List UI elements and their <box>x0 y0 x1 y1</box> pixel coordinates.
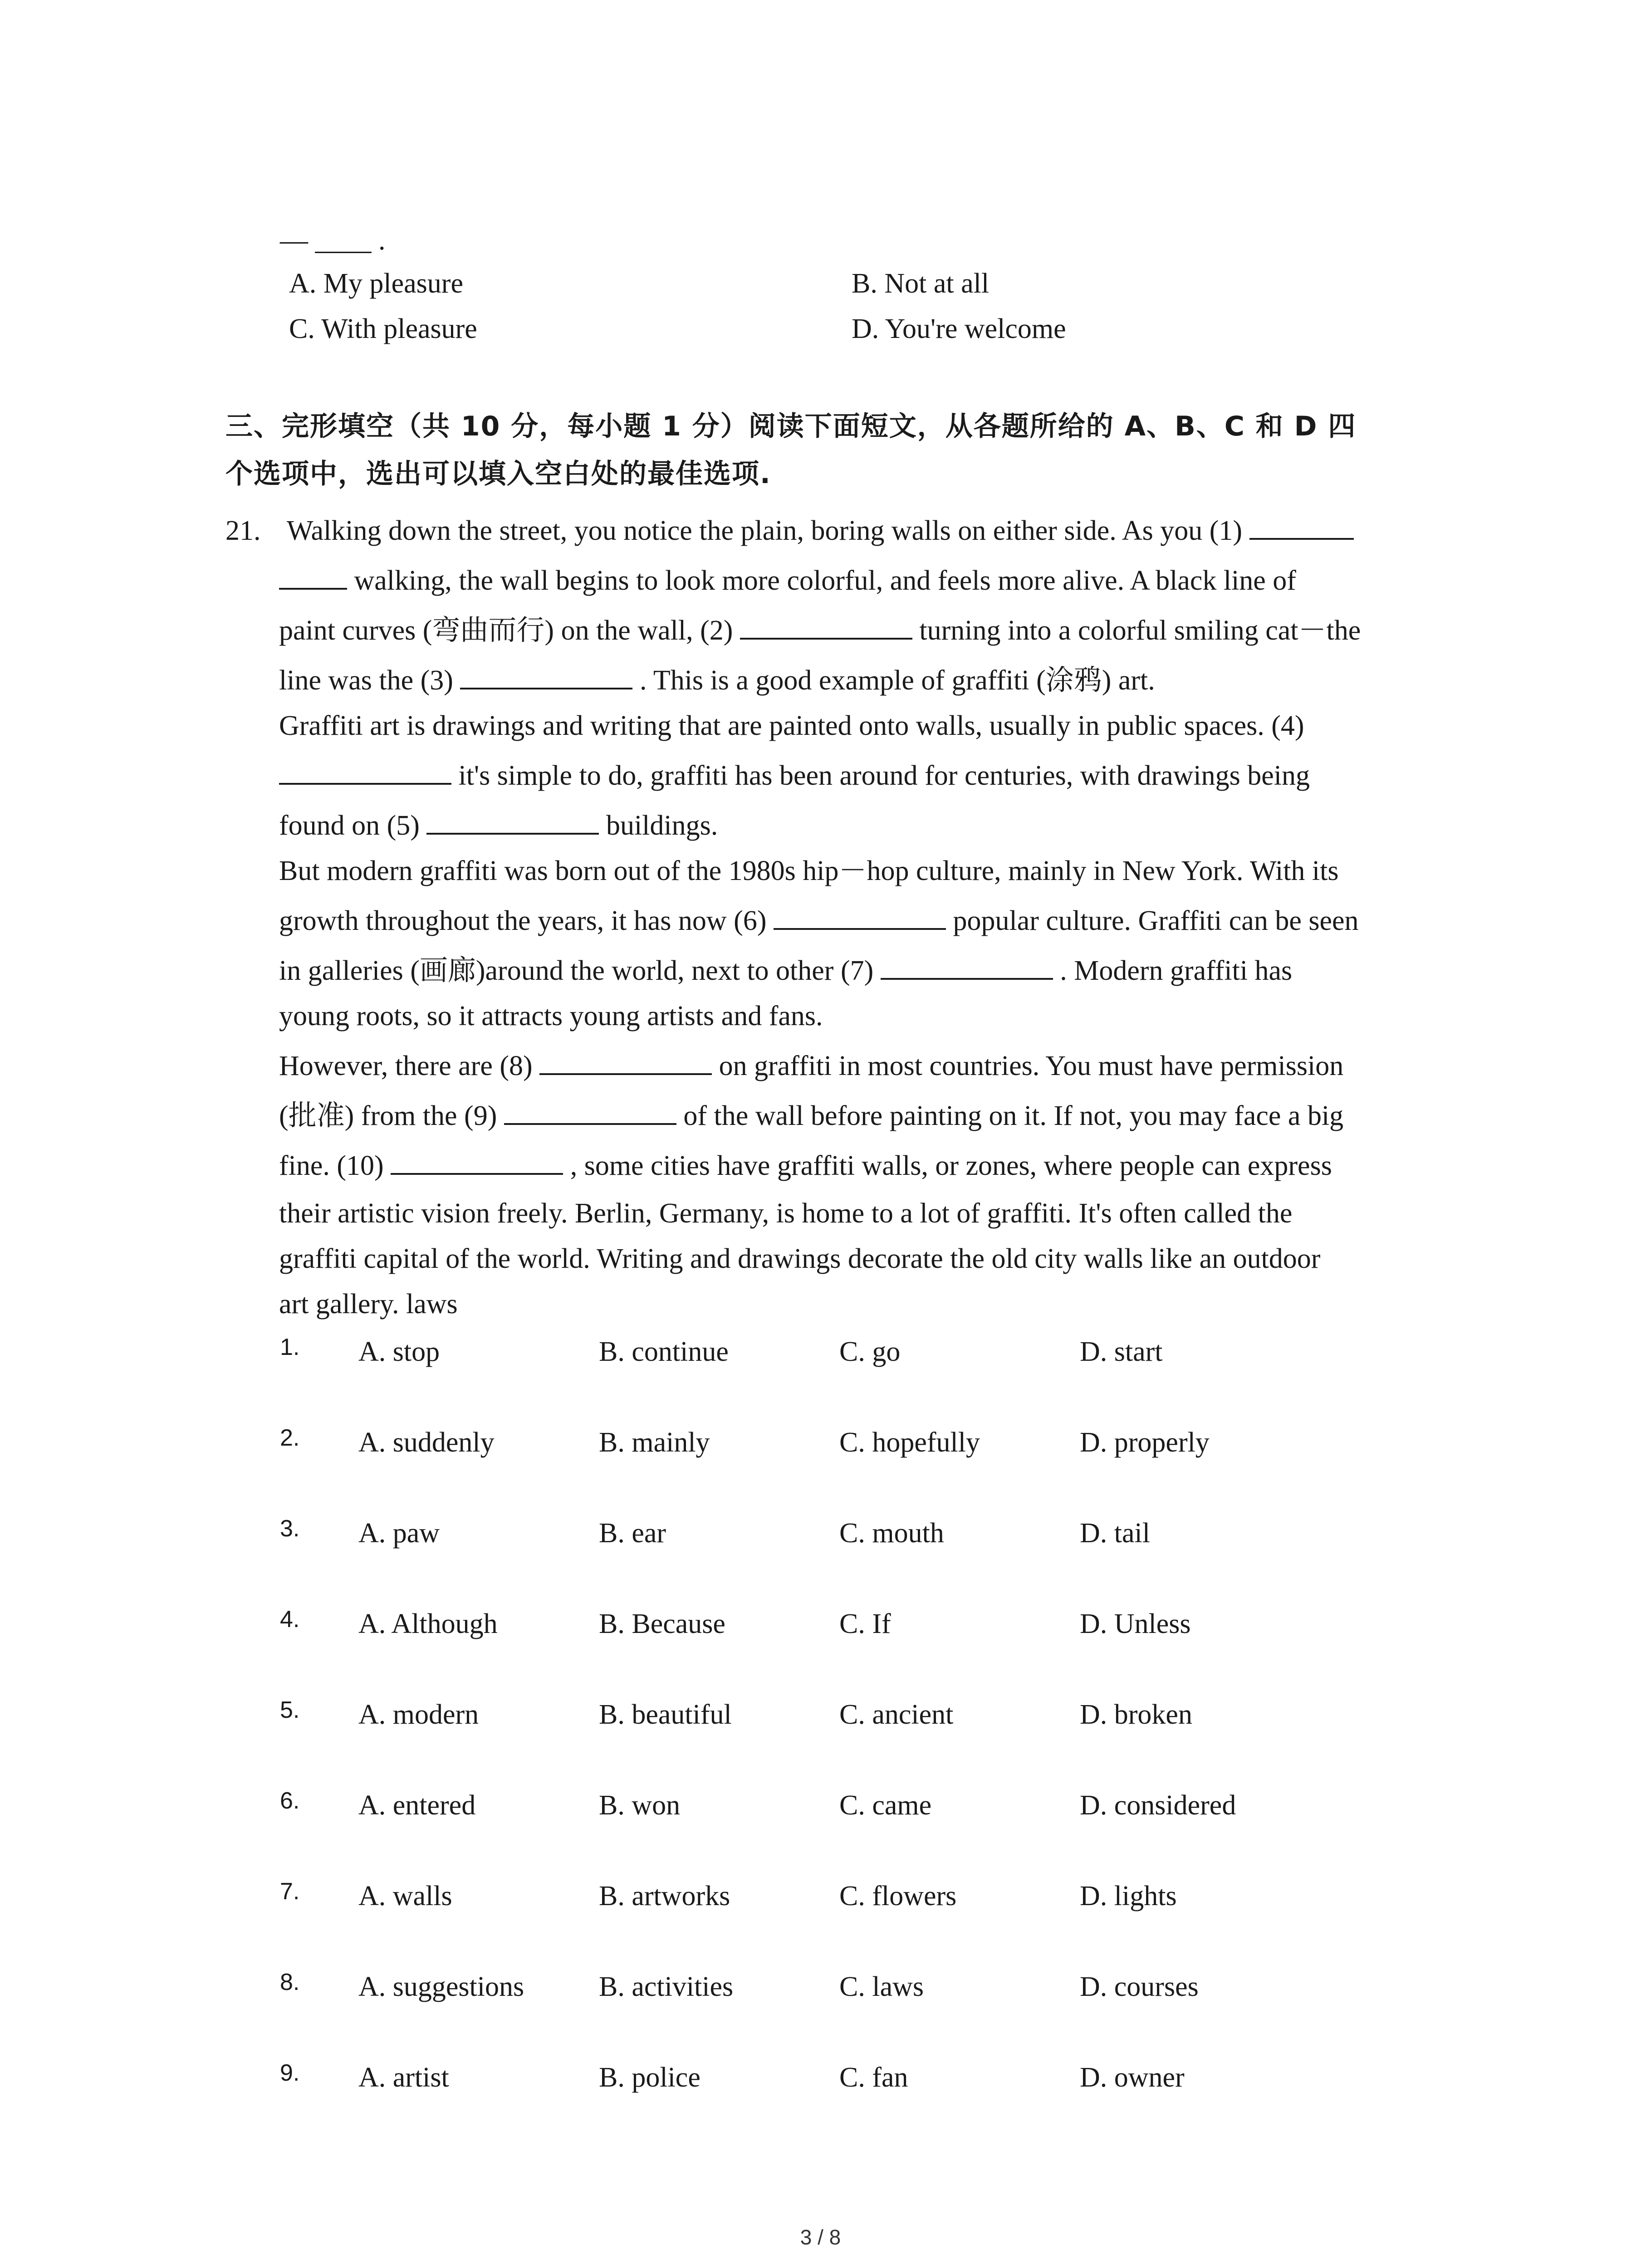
option-c: C. mouth <box>839 1518 944 1549</box>
passage-text: growth throughout the years, it has now (6) <box>279 905 767 936</box>
option-b: B. beautiful <box>599 1699 732 1730</box>
option-c: C. flowers <box>839 1881 957 1911</box>
passage-text: , some cities have graffiti walls, or zones, where people can express <box>570 1150 1332 1181</box>
passage-text: popular culture. Graffiti can be seen <box>953 905 1359 936</box>
passage-line <box>279 612 1361 649</box>
passage-text: turning into a colorful smiling cat－the <box>919 615 1361 646</box>
passage-text: However, there are (8) <box>279 1051 533 1081</box>
question-row <box>0 1696 1641 1733</box>
blank-6 <box>774 905 946 930</box>
passage-text: paint curves (弯曲而行) on the wall, (2) <box>279 615 733 646</box>
section-header-line2: 个选项中，选出可以填入空白处的最佳选项. <box>225 458 771 490</box>
passage-line <box>279 758 1310 794</box>
option-d: D. broken <box>1080 1699 1192 1730</box>
option-d: D. lights <box>1080 1881 1177 1911</box>
question-number: 5. <box>280 1697 300 1723</box>
option-b: B. activities <box>599 1971 734 2002</box>
option-c: C. fan <box>839 2062 908 2093</box>
option-d: D. start <box>1080 1336 1163 1367</box>
passage-line <box>279 562 1296 599</box>
question-number: 9. <box>280 2060 300 2086</box>
passage-line: But modern graffiti was born out of the 1980s hip－hop culture, mainly in New York. With its <box>279 855 1339 886</box>
option-c: C. laws <box>839 1971 924 2002</box>
question-number: 7. <box>280 1878 300 1905</box>
passage-line: young roots, so it attracts young artists and fans. <box>279 1001 823 1031</box>
option-b: B. continue <box>599 1336 729 1367</box>
passage-text: buildings. <box>606 810 718 841</box>
passage-line <box>279 1098 1343 1134</box>
option-a: A. artist <box>358 2062 449 2093</box>
blank-2 <box>740 615 912 640</box>
passage-line <box>279 807 718 844</box>
blank-1 <box>1249 515 1354 540</box>
passage-text: on graffiti in most countries. You must have permission <box>719 1051 1344 1081</box>
question-number: 1. <box>280 1334 300 1360</box>
passage-text: . This is a good example of graffiti (涂鸦) art. <box>639 665 1155 696</box>
dialog-line: — ____ . <box>280 225 386 256</box>
option-d: D. tail <box>1080 1518 1150 1549</box>
blank-9 <box>504 1100 676 1125</box>
option-a: A. suggestions <box>358 1971 524 2002</box>
passage-line <box>279 953 1292 989</box>
option-b: B. won <box>599 1790 681 1821</box>
passage-number: 21. <box>225 515 261 546</box>
option-b: B. Because <box>599 1608 725 1639</box>
passage-text: line was the (3) <box>279 665 453 696</box>
passage-text: it's simple to do, graffiti has been around for centuries, with drawings being <box>458 760 1310 791</box>
blank-5 <box>426 810 599 835</box>
passage-text: walking, the wall begins to look more colorful, and feels more alive. A black line of <box>354 565 1296 596</box>
passage-text: (批准) from the (9) <box>279 1100 497 1131</box>
question-row <box>0 1606 1641 1642</box>
blank-4 <box>279 760 451 785</box>
blank-7 <box>881 955 1053 980</box>
prev-option-d: D. You're welcome <box>852 313 1066 344</box>
option-a: A. paw <box>358 1518 440 1549</box>
passage-line <box>279 662 1155 699</box>
option-b: B. police <box>599 2062 700 2093</box>
passage-line <box>279 903 1359 939</box>
question-row <box>0 1424 1641 1461</box>
blank-8 <box>539 1051 712 1075</box>
passage-line: art gallery. laws <box>279 1289 458 1320</box>
question-number: 4. <box>280 1606 300 1633</box>
passage-line: graffiti capital of the world. Writing and drawings decorate the old city walls like an outdoor <box>279 1243 1321 1274</box>
passage-line <box>287 513 1354 549</box>
option-c: C. If <box>839 1608 891 1639</box>
passage-line: their artistic vision freely. Berlin, Germany, is home to a lot of graffiti. It's often called the <box>279 1198 1293 1229</box>
option-a: A. stop <box>358 1336 440 1367</box>
passage-text: . Modern graffiti has <box>1060 955 1293 986</box>
prev-option-c: C. With pleasure <box>289 313 477 344</box>
passage-line <box>279 1148 1332 1184</box>
question-row <box>0 1334 1641 1370</box>
section-header-line1: 三、完形填空（共 10 分，每小题 1 分）阅读下面短文，从各题所给的 A、B、C 和 D 四 <box>225 411 1357 442</box>
option-d: D. properly <box>1080 1427 1210 1458</box>
option-c: C. ancient <box>839 1699 954 1730</box>
passage-line <box>279 1048 1343 1084</box>
question-row <box>0 2059 1641 2096</box>
passage-line: Graffiti art is drawings and writing that are painted onto walls, usually in public spaces. (4) <box>279 710 1304 741</box>
blank-10 <box>391 1150 563 1175</box>
passage-text: found on (5) <box>279 810 420 841</box>
question-number: 2. <box>280 1425 300 1451</box>
prev-option-b: B. Not at all <box>852 268 989 299</box>
option-d: D. considered <box>1080 1790 1236 1821</box>
option-a: A. suddenly <box>358 1427 495 1458</box>
question-row <box>0 1969 1641 2005</box>
option-d: D. courses <box>1080 1971 1199 2002</box>
passage-text: Walking down the street, you notice the plain, boring walls on either side. As you (1) <box>287 515 1243 546</box>
option-b: B. mainly <box>599 1427 710 1458</box>
option-c: C. hopefully <box>839 1427 980 1458</box>
question-number: 8. <box>280 1969 300 1995</box>
passage-text: fine. (10) <box>279 1150 384 1181</box>
question-number: 3. <box>280 1515 300 1542</box>
prev-option-a: A. My pleasure <box>289 268 463 299</box>
option-a: A. entered <box>358 1790 476 1821</box>
question-number: 6. <box>280 1788 300 1814</box>
option-c: C. go <box>839 1336 901 1367</box>
passage-text: in galleries (画廊)around the world, next to other (7) <box>279 955 874 986</box>
question-row <box>0 1787 1641 1823</box>
option-d: D. owner <box>1080 2062 1185 2093</box>
page-number: 3 / 8 <box>800 2225 841 2249</box>
question-row <box>0 1515 1641 1551</box>
question-row <box>0 1878 1641 1914</box>
blank-3 <box>460 665 632 689</box>
option-a: A. walls <box>358 1881 452 1911</box>
option-c: C. came <box>839 1790 932 1821</box>
option-a: A. Although <box>358 1608 498 1639</box>
option-d: D. Unless <box>1080 1608 1191 1639</box>
option-a: A. modern <box>358 1699 479 1730</box>
option-b: B. artworks <box>599 1881 730 1911</box>
blank-1-cont <box>279 565 347 590</box>
passage-text: of the wall before painting on it. If not, you may face a big <box>683 1100 1344 1131</box>
option-b: B. ear <box>599 1518 666 1549</box>
